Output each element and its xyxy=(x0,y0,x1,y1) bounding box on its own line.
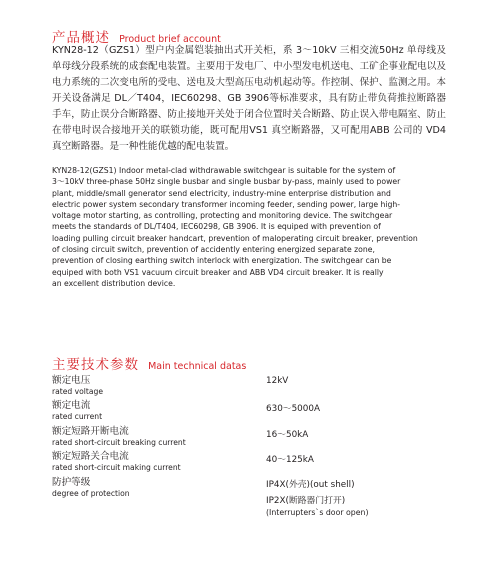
overview-en-line: equiped with both VS1 vacuum circuit breaker and ABB VD4 circuit breaker. It is really xyxy=(52,267,384,277)
overview-en-line: electric power system secondary transformer incoming feeder, sending power, large high- xyxy=(52,199,401,209)
spec-value-extra-note: (Interrupters`s door open) xyxy=(266,508,369,517)
spec-value: 16～50kA xyxy=(266,430,309,440)
specs-title-zh: 主要技术参数 xyxy=(52,357,139,373)
spec-label-zh: 额定短路开断电流 xyxy=(52,426,129,437)
spec-value: 630～5000A xyxy=(266,404,320,414)
overview-title-en: Product brief account xyxy=(119,34,221,45)
spec-label-en: degree of protection xyxy=(52,489,130,498)
overview-en-line: loading pulling circuit breaker handcart, prevention of maloperating circuit breaker, prevention xyxy=(52,233,418,243)
specs-heading xyxy=(52,353,246,373)
spec-value: IP4X(外壳)(out shell) xyxy=(266,480,355,490)
spec-label-zh: 防护等级 xyxy=(52,477,91,488)
spec-label-zh: 额定电压 xyxy=(52,375,91,386)
overview-title-zh: 产品概述 xyxy=(52,30,110,46)
overview-en-line: of closing circuit switch, prevention of accidently entering energized separate zone, xyxy=(52,245,375,255)
overview-en-line: 3～10kV three-phase 50Hz single busbar and single busbar by-pass, mainly used to power xyxy=(52,177,401,187)
overview-en-line: meets the standards of DL/T404, IEC60298, GB 3906. It is equiped with prevention of xyxy=(52,222,381,232)
overview-paragraph-zh: KYN28-12（GZS1）型户内金属铠装抽出式开关柜，系 3～10kV 三相交流50Hz 单母线及单母线分段系统的成套配电装置。主要用于发电厂、中小型发电机送电、工矿企事业配电以及电力系统的二次变电所的受电、送电及大型高压电动机起动等。作控制、保护、监测之用。本开关设备满足 DL／T404，IEC60298、GB 3906等标准要求，具有防止带负荷推拉断路器手车，防止误分合断路器、防止接地开关处于闭合位置时关合断路、防止误入带电隔室、防止在带电时误合接地开关的联锁功能，既可配用VS1 真空断路器，又可配用ABB 公司的 VD4 真空断路器。是一种性能优越的配电装置。 xyxy=(52,45,446,152)
overview-en-line: KYN28-12(GZS1) Indoor metal-clad withdrawable switchgear is suitable for the system of xyxy=(52,166,396,175)
spec-label-en: rated short-circuit making current xyxy=(52,463,181,472)
spec-label-en: rated voltage xyxy=(52,387,104,396)
spec-label-en: rated current xyxy=(52,412,103,421)
overview-en-line: voltage motor starting, as controlling, protecting and monitoring device. The switchgear xyxy=(52,211,393,221)
overview-en-line: an excellent distribution device. xyxy=(52,278,176,288)
spec-label-zh: 额定电流 xyxy=(52,400,91,411)
spec-label-zh: 额定短路关合电流 xyxy=(52,451,129,462)
specs-title-en: Main technical datas xyxy=(148,361,247,372)
overview-paragraph-en xyxy=(52,165,446,289)
overview-en-line: prevention of closing earthing switch interlock with energization. The switchgear can be xyxy=(52,256,392,266)
spec-value: 40～125kA xyxy=(266,455,314,465)
spec-label-en: rated short-circuit breaking current xyxy=(52,438,186,447)
overview-en-line: plant, middle/small generator send electricity, industry-mine enterprise distribution and xyxy=(52,188,391,198)
spec-value: 12kV xyxy=(266,376,289,386)
spec-value-extra: IP2X(断路器门打开) xyxy=(266,496,346,506)
